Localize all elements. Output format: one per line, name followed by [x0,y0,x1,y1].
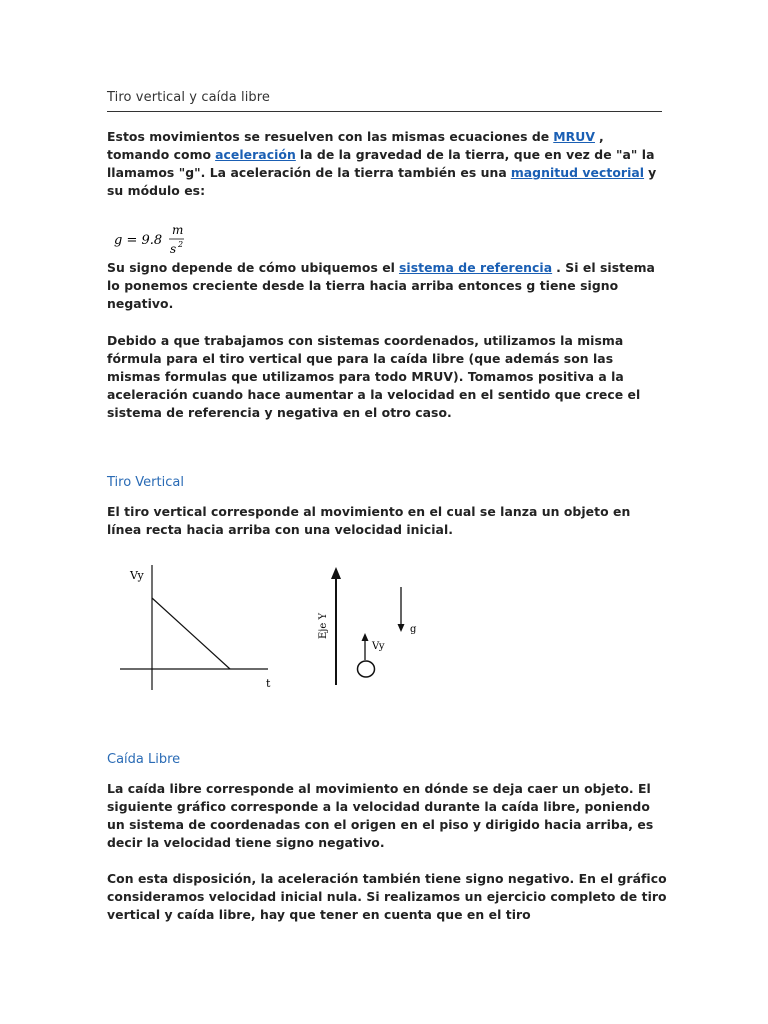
formula-svg [114,220,224,260]
gravity-formula [114,220,224,260]
intro-paragraph [107,128,667,200]
intro-text-2: , [598,129,604,144]
tiro-vertical-paragraph: El tiro vertical corresponde al movimiento en el cual se lanza un objeto en línea recta hacia arriba con una velocidad inicial. [107,504,631,537]
caida-libre-paragraph-1: La caída libre corresponde al movimiento en dónde se deja caer un objeto. El siguiente gráfico corresponde a la velocidad durante la caída libre, poniendo un sistema de coordenadas con el origen en el piso y dirigido hacia arriba, es decir la velocidad tiene signo negativo. [107,781,654,850]
signo-text-1: Su signo depende de cómo ubiquemos el [107,260,395,275]
eje-y-label: Eje Y [318,612,329,639]
intro-text-5: y su módulo es: [107,165,657,198]
caida-libre-paragraph-2: Con esta disposición, la aceleración también tiene signo negativo. En el gráfico consideramos velocidad inicial nula. Si realizamos un ejercicio completo de tiro vertical y caída libre, hay que tener en cuenta que en el tiro [107,871,667,922]
velocity-arrowhead [362,633,369,641]
formula-lhs: g = 9.8 [114,233,163,248]
intro-text-3: tomando como [107,147,212,162]
formula-denominator: s [170,242,177,256]
eje-y-arrowhead [331,567,341,579]
link-magnitud-vectorial[interactable]: magnitud vectorial [510,165,645,180]
signo-text-2: . Si el sistema lo ponemos creciente desde la tierra hacia arriba entonces g tiene signo negativo. [107,260,655,311]
ball-object [358,661,375,677]
link-aceleracion[interactable]: aceleración [215,147,296,162]
heading-caida-libre: Caída Libre [107,752,181,767]
link-mruv[interactable]: MRUV [553,129,595,144]
formula-exponent: 2 [178,240,184,249]
link-sistema-referencia[interactable]: sistema de referencia [398,260,553,275]
debido-paragraph: Debido a que trabajamos con sistemas coordenados, utilizamos la misma fórmula para el tiro vertical que para la caída libre (que además son las mismas formulas que utilizamos para todo MRUV). Tomamos positiva a la aceleración cuando hace aumentar a la velocidad en el sentido que crece el sistema de referencia y negativa en el otro caso. [107,333,641,420]
signo-paragraph [107,259,667,313]
intro-text-1: Estos movimientos se resuelven con las mismas ecuaciones de [107,129,550,144]
formula-numerator: m [172,223,184,237]
intro-text-4: la de la gravedad de la tierra, que en vez de "a" la llamamos "g". La aceleración de la tierra también es una [107,147,655,180]
gravity-label: g [410,624,417,635]
graph-y-label: Vy [130,569,144,582]
heading-tiro-vertical: Tiro Vertical [107,475,184,490]
velocity-label: Vy [372,641,385,652]
page-title: Tiro vertical y caída libre [107,90,662,112]
velocity-line [152,598,230,669]
gravity-arrowhead [398,624,405,632]
tiro-vertical-figure [110,555,440,700]
graph-x-label: t [266,677,271,690]
